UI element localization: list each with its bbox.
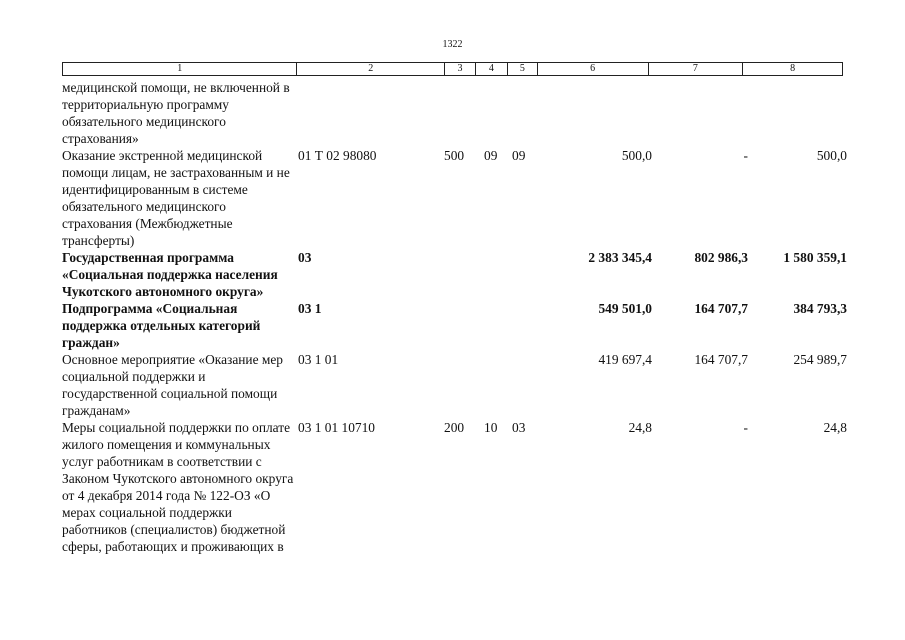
table-row xyxy=(62,147,847,249)
row-pr xyxy=(512,351,542,419)
row-total: 24,8 xyxy=(628,420,652,435)
row-rz xyxy=(484,300,512,351)
row-name: Меры социальной поддержки по оплате жилого помещения и коммунальных услуг работникам в соответствии с Законом Чукотского автономного округа от 4 декабря 2014 года № 122-ОЗ «О мерах социальной поддержки работников (специалистов) бюджетной сферы, работающих и проживающих в xyxy=(62,420,294,554)
row-pr: 09 xyxy=(512,148,526,163)
table-row xyxy=(62,79,847,147)
column-number-1: 1 xyxy=(63,63,297,75)
row-total: 2 383 345,4 xyxy=(588,250,652,265)
column-number-3: 3 xyxy=(445,63,476,75)
row-regional xyxy=(748,79,847,147)
row-regional: 384 793,3 xyxy=(793,301,847,316)
table-row xyxy=(62,351,847,419)
row-name: Оказание экстренной медицинской помощи лицам, не застрахованным и не идентифицированным в системе обязательного медицинского страхования (Межбюджетные трансферты) xyxy=(62,148,290,248)
row-pr xyxy=(512,249,542,300)
column-number-6: 6 xyxy=(538,63,649,75)
row-rz xyxy=(484,249,512,300)
row-pr xyxy=(512,79,542,147)
row-rz: 09 xyxy=(484,148,498,163)
row-federal: 164 707,7 xyxy=(694,352,748,367)
row-vr xyxy=(444,79,484,147)
row-code: 03 1 xyxy=(298,301,322,316)
row-federal: 164 707,7 xyxy=(694,301,748,316)
column-number-4: 4 xyxy=(476,63,508,75)
row-total xyxy=(542,79,652,147)
row-code: 03 1 01 xyxy=(298,352,339,367)
column-number-header xyxy=(62,62,843,76)
row-vr xyxy=(444,351,484,419)
row-name: Основное мероприятие «Оказание мер социальной поддержки и государственной социальной помощи гражданам» xyxy=(62,352,283,418)
budget-table xyxy=(62,79,847,555)
row-federal: - xyxy=(743,420,748,435)
row-name: Подпрограмма «Социальная поддержка отдельных категорий граждан» xyxy=(62,301,261,350)
column-number-5: 5 xyxy=(508,63,538,75)
page-number: 1322 xyxy=(442,39,463,50)
row-rz: 10 xyxy=(484,420,498,435)
row-code: 03 xyxy=(298,250,312,265)
row-federal xyxy=(652,79,748,147)
row-code: 01 Т 02 98080 xyxy=(298,148,377,163)
row-regional: 254 989,7 xyxy=(793,352,847,367)
table-row xyxy=(62,300,847,351)
row-name: Государственная программа «Социальная поддержка населения Чукотского автономного округа» xyxy=(62,250,278,299)
row-name: медицинской помощи, не включенной в территориальную программу обязательного медицинского страхования» xyxy=(62,80,290,146)
column-number-2: 2 xyxy=(297,63,445,75)
row-vr xyxy=(444,249,484,300)
row-federal: 802 986,3 xyxy=(694,250,748,265)
row-vr xyxy=(444,300,484,351)
table-row xyxy=(62,249,847,300)
row-rz xyxy=(484,79,512,147)
row-federal: - xyxy=(743,148,748,163)
row-vr: 200 xyxy=(444,420,465,435)
table-row xyxy=(62,419,847,555)
row-regional: 1 580 359,1 xyxy=(783,250,847,265)
row-pr: 03 xyxy=(512,420,526,435)
column-number-8: 8 xyxy=(790,63,796,74)
row-pr xyxy=(512,300,542,351)
row-regional: 24,8 xyxy=(823,420,847,435)
row-rz xyxy=(484,351,512,419)
row-total: 500,0 xyxy=(621,148,652,163)
row-code: 03 1 01 10710 xyxy=(298,420,375,435)
row-regional: 500,0 xyxy=(816,148,847,163)
row-total: 549 501,0 xyxy=(598,301,652,316)
row-vr: 500 xyxy=(444,148,465,163)
row-total: 419 697,4 xyxy=(598,352,652,367)
column-number-7: 7 xyxy=(649,63,744,75)
row-code xyxy=(298,79,444,147)
